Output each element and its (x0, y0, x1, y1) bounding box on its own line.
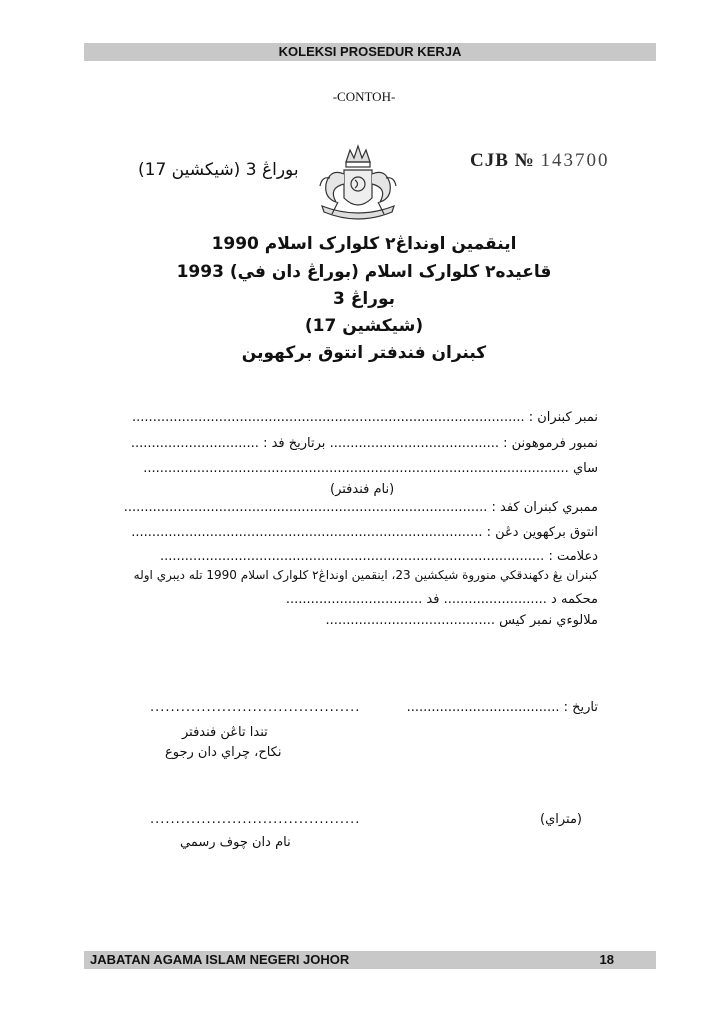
serial-number: 143700 (540, 150, 610, 171)
field-mahkamah: محکمه د ......................... فد ................................. (285, 592, 598, 607)
state-crest-emblem (308, 140, 408, 230)
field-alamat: دعلامت : ............................................................................................. (160, 549, 598, 564)
serial-prefix: CJB № (470, 150, 535, 171)
field-saya: ساي ....................................................................................................... (143, 461, 598, 476)
heading-line-1: اينقمين اونداڠ٢ کلوارک اسلام 1990 (211, 234, 517, 254)
heading-line-5: کبنران فندفتر انتوق برکهوين (241, 343, 487, 363)
label-nikah-cerai: نکاح، چراي دان رجوع (165, 745, 282, 760)
field-nombor-permohonan: نمبور فرموهونن : ......................................... برتاريخ فد : ............................... (130, 436, 598, 451)
label-nama-cop: نام دان چوف رسمي (180, 835, 291, 850)
label-meterai: (متراي) (540, 812, 582, 827)
field-untuk-berkahwin: انتوق برکهوين دڠن : ..................................................................................... (131, 525, 598, 540)
footer-department: JABATAN AGAMA ISLAM NEGERI JOHOR (90, 952, 350, 967)
signature-line-pendaftar: ......................................... (150, 700, 361, 715)
signature-line-cop: ......................................... (150, 812, 361, 827)
page-number: 18 (599, 952, 614, 967)
footer-bar (84, 951, 656, 969)
label-nama-pendaftar: (نام فندفتر) (330, 482, 395, 497)
header-bar (84, 43, 656, 61)
heading-line-3: بوراڠ 3 (332, 289, 396, 309)
certificate-serial (470, 150, 610, 172)
field-melalui-kes: ملالوءي نمبر کيس ......................................... (325, 613, 598, 628)
header-title: KOLEKSI PROSEDUR KERJA (278, 44, 462, 59)
field-memberi-kebenaran: ممبري کبنران کفد : ........................................................................................ (123, 500, 598, 515)
heading-line-4: (شيکشين 17) (304, 316, 424, 336)
label-tanda-tangan: تندا تاڠن فندفتر (182, 725, 268, 740)
field-tarikh: تاريخ : ..................................... (406, 700, 598, 715)
sample-label: -CONTOH- (332, 89, 396, 104)
text-kebenaran: کبنران يڠ دکهندقکي منوروة شيکشين 23، اينقمين اونداڠ٢ کلوارک اسلام 1990 تله ديبري اوله (133, 568, 598, 582)
heading-line-2: قاعيده٢ کلوارک اسلام (بوراڠ دان في) 1993 (176, 262, 552, 282)
form-reference: بوراڠ 3 (شيکشين 17) (138, 160, 299, 180)
field-no-kebenaran: نمبر کبنران : ............................................................................................... (132, 410, 598, 425)
